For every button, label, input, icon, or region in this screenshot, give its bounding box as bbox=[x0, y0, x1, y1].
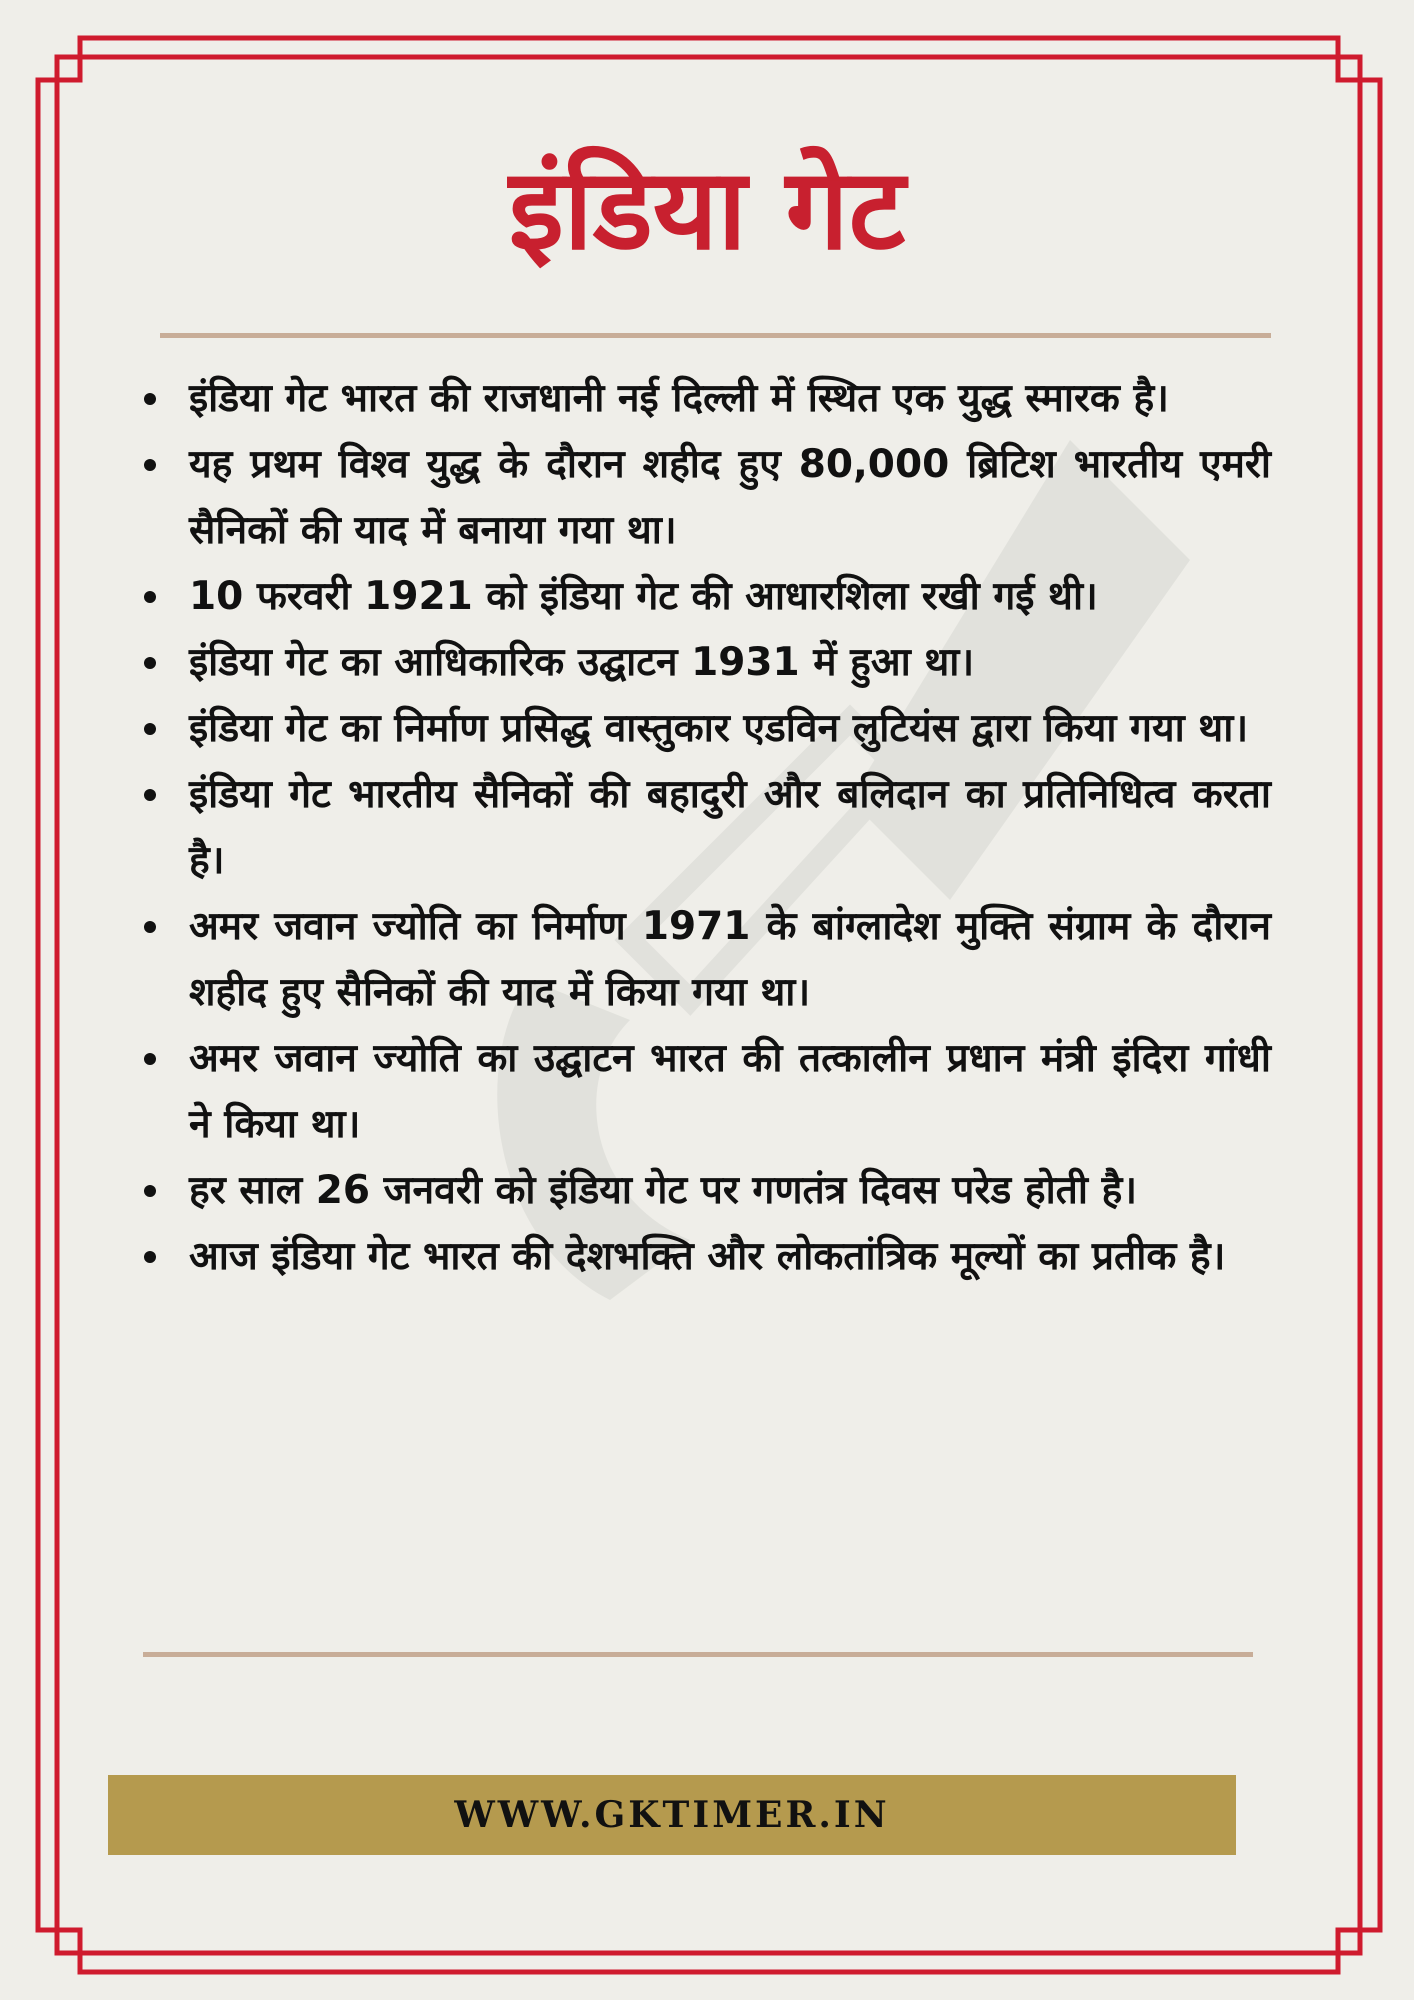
list-item-text: अमर जवान ज्योति का निर्माण 1971 के बांग्लादेश मुक्ति संग्राम के दौरान शहीद हुए सैनिकों की याद में किया गया था। bbox=[189, 904, 1271, 1015]
list-item-text: 10 फरवरी 1921 को इंडिया गेट की आधारशिला रखी गई थी। bbox=[189, 574, 1098, 619]
list-item-text: इंडिया गेट का आधिकारिक उद्घाटन 1931 में हुआ था। bbox=[189, 640, 975, 685]
website-url[interactable]: WWW.GKTIMER.IN bbox=[454, 1794, 890, 1836]
bullet-icon bbox=[144, 459, 156, 471]
bullet-icon bbox=[144, 921, 156, 933]
bullet-icon bbox=[144, 393, 156, 405]
bullet-icon bbox=[144, 723, 156, 735]
list-item-text: इंडिया गेट भारत की राजधानी नई दिल्ली में स्थित एक युद्ध स्मारक है। bbox=[189, 376, 1169, 421]
bullet-icon bbox=[144, 1185, 156, 1197]
list-item bbox=[140, 630, 1271, 696]
bullet-icon bbox=[144, 1053, 156, 1065]
list-item-text: हर साल 26 जनवरी को इंडिया गेट पर गणतंत्र दिवस परेड होती है। bbox=[189, 1168, 1138, 1213]
bullet-icon bbox=[144, 591, 156, 603]
list-item-text: इंडिया गेट भारतीय सैनिकों की बहादुरी और बलिदान का प्रतिनिधित्व करता है। bbox=[189, 772, 1271, 883]
list-item bbox=[140, 432, 1271, 564]
top-divider bbox=[160, 333, 1271, 338]
bullet-icon bbox=[144, 789, 156, 801]
list-item bbox=[140, 1224, 1271, 1290]
list-item bbox=[140, 762, 1271, 894]
list-item bbox=[140, 696, 1271, 762]
list-item-text: अमर जवान ज्योति का उद्घाटन भारत की तत्कालीन प्रधान मंत्री इंदिरा गांधी ने किया था। bbox=[189, 1036, 1271, 1147]
list-item bbox=[140, 894, 1271, 1026]
list-item bbox=[140, 1026, 1271, 1158]
list-item bbox=[140, 564, 1271, 630]
list-item-text: यह प्रथम विश्व युद्ध के दौरान शहीद हुए 80,000 ब्रिटिश भारतीय एमरी सैनिकों की याद में बनाया गया था। bbox=[189, 442, 1271, 553]
list-item bbox=[140, 366, 1271, 432]
page-title: इंडिया गेट bbox=[508, 145, 906, 275]
bottom-divider bbox=[143, 1652, 1253, 1657]
fact-list bbox=[140, 366, 1271, 1290]
list-item bbox=[140, 1158, 1271, 1224]
bullet-icon bbox=[144, 657, 156, 669]
footer-banner bbox=[108, 1775, 1236, 1855]
list-item-text: आज इंडिया गेट भारत की देशभक्ति और लोकतांत्रिक मूल्यों का प्रतीक है। bbox=[189, 1234, 1226, 1279]
list-item-text: इंडिया गेट का निर्माण प्रसिद्ध वास्तुकार एडविन लुटियंस द्वारा किया गया था। bbox=[189, 706, 1249, 751]
bullet-icon bbox=[144, 1251, 156, 1263]
